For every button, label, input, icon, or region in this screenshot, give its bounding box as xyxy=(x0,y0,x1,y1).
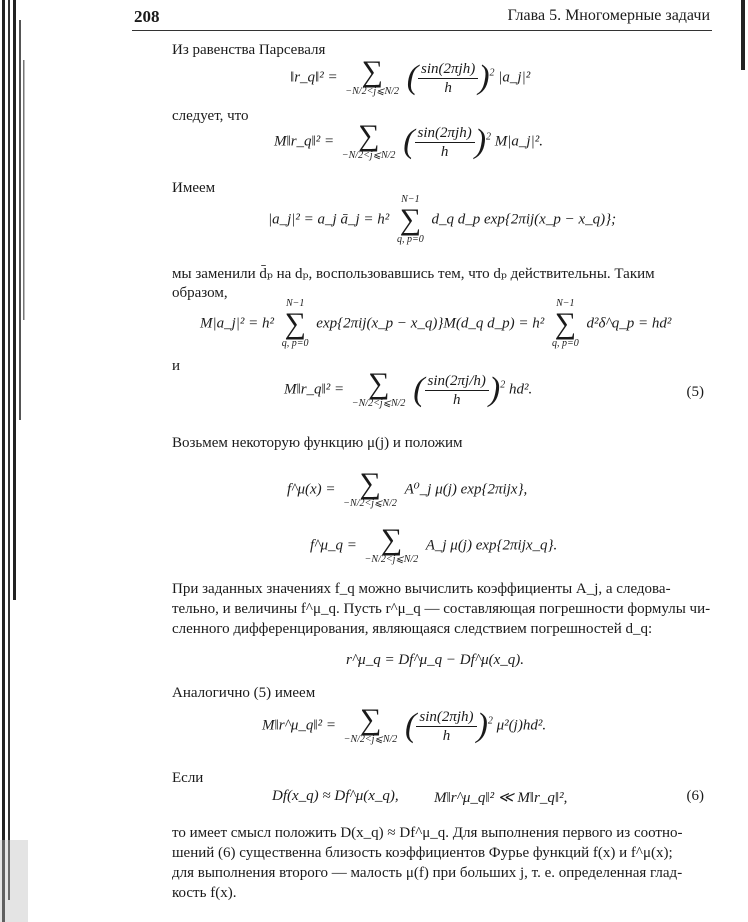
page-header xyxy=(132,6,712,31)
sum-upper-limit: N−1 xyxy=(401,194,420,205)
equation-6b xyxy=(310,523,558,566)
sum-symbol: N−1 ∑ q, p=0 xyxy=(281,298,309,349)
sum-limits: −N/2<j⩽N/2 xyxy=(343,498,397,509)
eq6-lhs: f^μ(x) = xyxy=(287,481,336,498)
text-given-values-line2: тельно, и величины f^μ_q. Пусть r^μ_q — составляющая погрешности формулы чи- xyxy=(172,601,711,617)
eq5-lhs: M‖r_q‖² = xyxy=(284,381,345,398)
text-we-have: Имеем xyxy=(172,180,216,196)
fraction xyxy=(418,60,478,97)
text-conclusion-line3: для выполнения второго — малость μ(f) при больших j, т. е. определенная глад- xyxy=(172,865,683,881)
fraction-denominator: h xyxy=(444,79,452,96)
eq6-tail: A⁰_j μ(j) exp{2πijx}, xyxy=(404,481,528,498)
equation-1: ‖r_q‖² = ∑ −N/2<j⩽N/2 ( $\frac{\text{sin(2πjh)}}{h}$ )$^2$ |a_j|² xyxy=(290,55,531,97)
sum-symbol: ∑ −N/2<j⩽N/2 xyxy=(343,703,398,745)
sum-symbol: ∑ −N/2<j⩽N/2 xyxy=(343,467,397,509)
text-take-function: Возьмем некоторую функцию μ(j) и положим xyxy=(172,435,463,451)
sum-limits: −N/2<j⩽N/2 xyxy=(341,150,396,161)
text-replaced-line2: образом, xyxy=(172,285,228,301)
text-replaced-line1: мы заменили d̄ₚ на dₚ, воспользовавшись тем, что dₚ действительны. Таким xyxy=(172,266,655,282)
text-conclusion-line2: шений (6) существенна близость коэффициентов Фурье функций f(x) и f^μ(x); xyxy=(172,845,673,861)
fraction-numerator: sin(2πjh) xyxy=(418,60,478,79)
sum-limits: −N/2<j⩽N/2 xyxy=(351,398,406,409)
fraction-denominator: h xyxy=(452,391,461,408)
equation-9b: M‖r^μ_q‖² ≪ M‖r_q‖², xyxy=(434,790,568,806)
eq1-tail: |a_j|² xyxy=(498,69,531,86)
equation-5: M‖r_q‖² = ∑ −N/2<j⩽N/2 ( $\frac{\sin(2\pi j/h)}{h}$ )$^2$ hd². xyxy=(284,367,533,409)
eq7-tail: A_j μ(j) exp{2πijx_q}. xyxy=(425,537,558,554)
equation-number-5: (5) xyxy=(686,384,704,400)
running-head: Глава 5. Многомерные задачи xyxy=(507,7,710,24)
sum-upper-limit: N−1 xyxy=(556,298,575,309)
equation-9a: Df(x_q) ≈ Df^μ(x_q), xyxy=(272,788,399,804)
text-given-values-line1: При заданных значениях f_q можно вычислить коэффициенты A_j, а следова- xyxy=(172,581,671,597)
eq9-tail: μ²(j)hd². xyxy=(496,717,547,734)
exponent: 2 xyxy=(489,67,495,79)
fraction xyxy=(415,124,475,161)
sum-lower-limit: q, p=0 xyxy=(397,234,424,245)
equation-7: r^μ_q = Df^μ_q − Df^μ(x_q). xyxy=(346,652,525,668)
eq1-lhs: ‖r_q‖² = xyxy=(290,69,338,86)
sum-limits: −N/2<j⩽N/2 xyxy=(343,734,398,745)
exponent: 2 xyxy=(487,715,493,727)
text-if: Если xyxy=(172,770,204,786)
eq2-lhs: M‖r_q‖² = xyxy=(274,133,335,150)
text-conclusion-line1: то имеет смысл положить D(x_q) ≈ Df^μ_q. Для выполнения первого из соотно- xyxy=(172,825,683,841)
sum-symbol: ∑ −N/2<j⩽N/2 xyxy=(364,523,419,565)
sum-limits: −N/2<j⩽N/2 xyxy=(345,86,399,97)
fraction xyxy=(416,708,476,745)
sum-limits: −N/2<j⩽N/2 xyxy=(364,554,419,565)
eq4-lhs: M|a_j|² = h² xyxy=(200,315,275,332)
sum-lower-limit: q, p=0 xyxy=(551,338,579,349)
eq9-lhs: M‖r^μ_q‖² = xyxy=(262,717,336,734)
sum-symbol: ∑ −N/2<j⩽N/2 xyxy=(341,119,396,161)
sum-lower-limit: q, p=0 xyxy=(281,338,309,349)
text-given-values-line3: сленного дифференцирования, являющаяся следствием погрешностей d_q: xyxy=(172,621,653,637)
text-conclusion-line4: кость f(x). xyxy=(172,885,237,901)
eq3-tail: d_q d_p exp{2πij(x_p − x_q)}; xyxy=(431,211,617,228)
equation-2: M‖r_q‖² = ∑ −N/2<j⩽N/2 ( $\frac{\text{sin(2πjh)}}{h}$ )$^2$ M|a_j|². xyxy=(274,119,543,161)
eq3-lhs: |a_j|² = a_j ā_j = h² xyxy=(268,211,390,228)
text-and: и xyxy=(172,358,181,374)
eq4-mid: exp{2πij(x_p − x_q)}M(d_q d_p) = h² xyxy=(316,315,545,332)
fraction-denominator: h xyxy=(440,143,449,160)
text-follows: следует, что xyxy=(172,108,249,124)
equation-3 xyxy=(268,194,616,246)
exponent: 2 xyxy=(486,131,492,143)
fraction xyxy=(425,372,489,409)
sum-symbol: N−1 ∑ q, p=0 xyxy=(551,298,579,349)
sum-symbol: N−1 ∑ q, p=0 xyxy=(397,194,424,245)
sum-symbol: ∑ −N/2<j⩽N/2 xyxy=(351,367,406,409)
fraction-numerator: sin(2πj/h) xyxy=(425,372,489,391)
sum-upper-limit: N−1 xyxy=(285,298,305,309)
eq4-tail: d²δ^q_p = hd² xyxy=(586,315,672,332)
sum-symbol: ∑ −N/2<j⩽N/2 xyxy=(345,55,399,97)
book-binding-shadow xyxy=(0,0,30,922)
page-number: 208 xyxy=(134,7,160,26)
eq7-lhs: f^μ_q = xyxy=(310,537,357,554)
page-edge-mark xyxy=(741,0,745,70)
eq5-tail: hd². xyxy=(508,381,533,398)
fraction-numerator: sin(2πjh) xyxy=(416,708,476,727)
equation-number-6: (6) xyxy=(686,788,704,804)
equation-8: M‖r^μ_q‖² = ∑ −N/2<j⩽N/2 ( $\frac{\text{sin(2πjh)}}{h}$ )$^2$ μ²(j)hd². xyxy=(262,703,547,745)
text-analogously: Аналогично (5) имеем xyxy=(172,685,316,701)
fraction-denominator: h xyxy=(442,727,451,744)
eq2-tail: M|a_j|². xyxy=(494,133,543,150)
equation-6a xyxy=(287,467,528,510)
fraction-numerator: sin(2πjh) xyxy=(415,124,475,143)
equation-4 xyxy=(200,298,671,350)
exponent: 2 xyxy=(500,379,506,391)
text-parseval: Из равенства Парсеваля xyxy=(172,42,326,58)
